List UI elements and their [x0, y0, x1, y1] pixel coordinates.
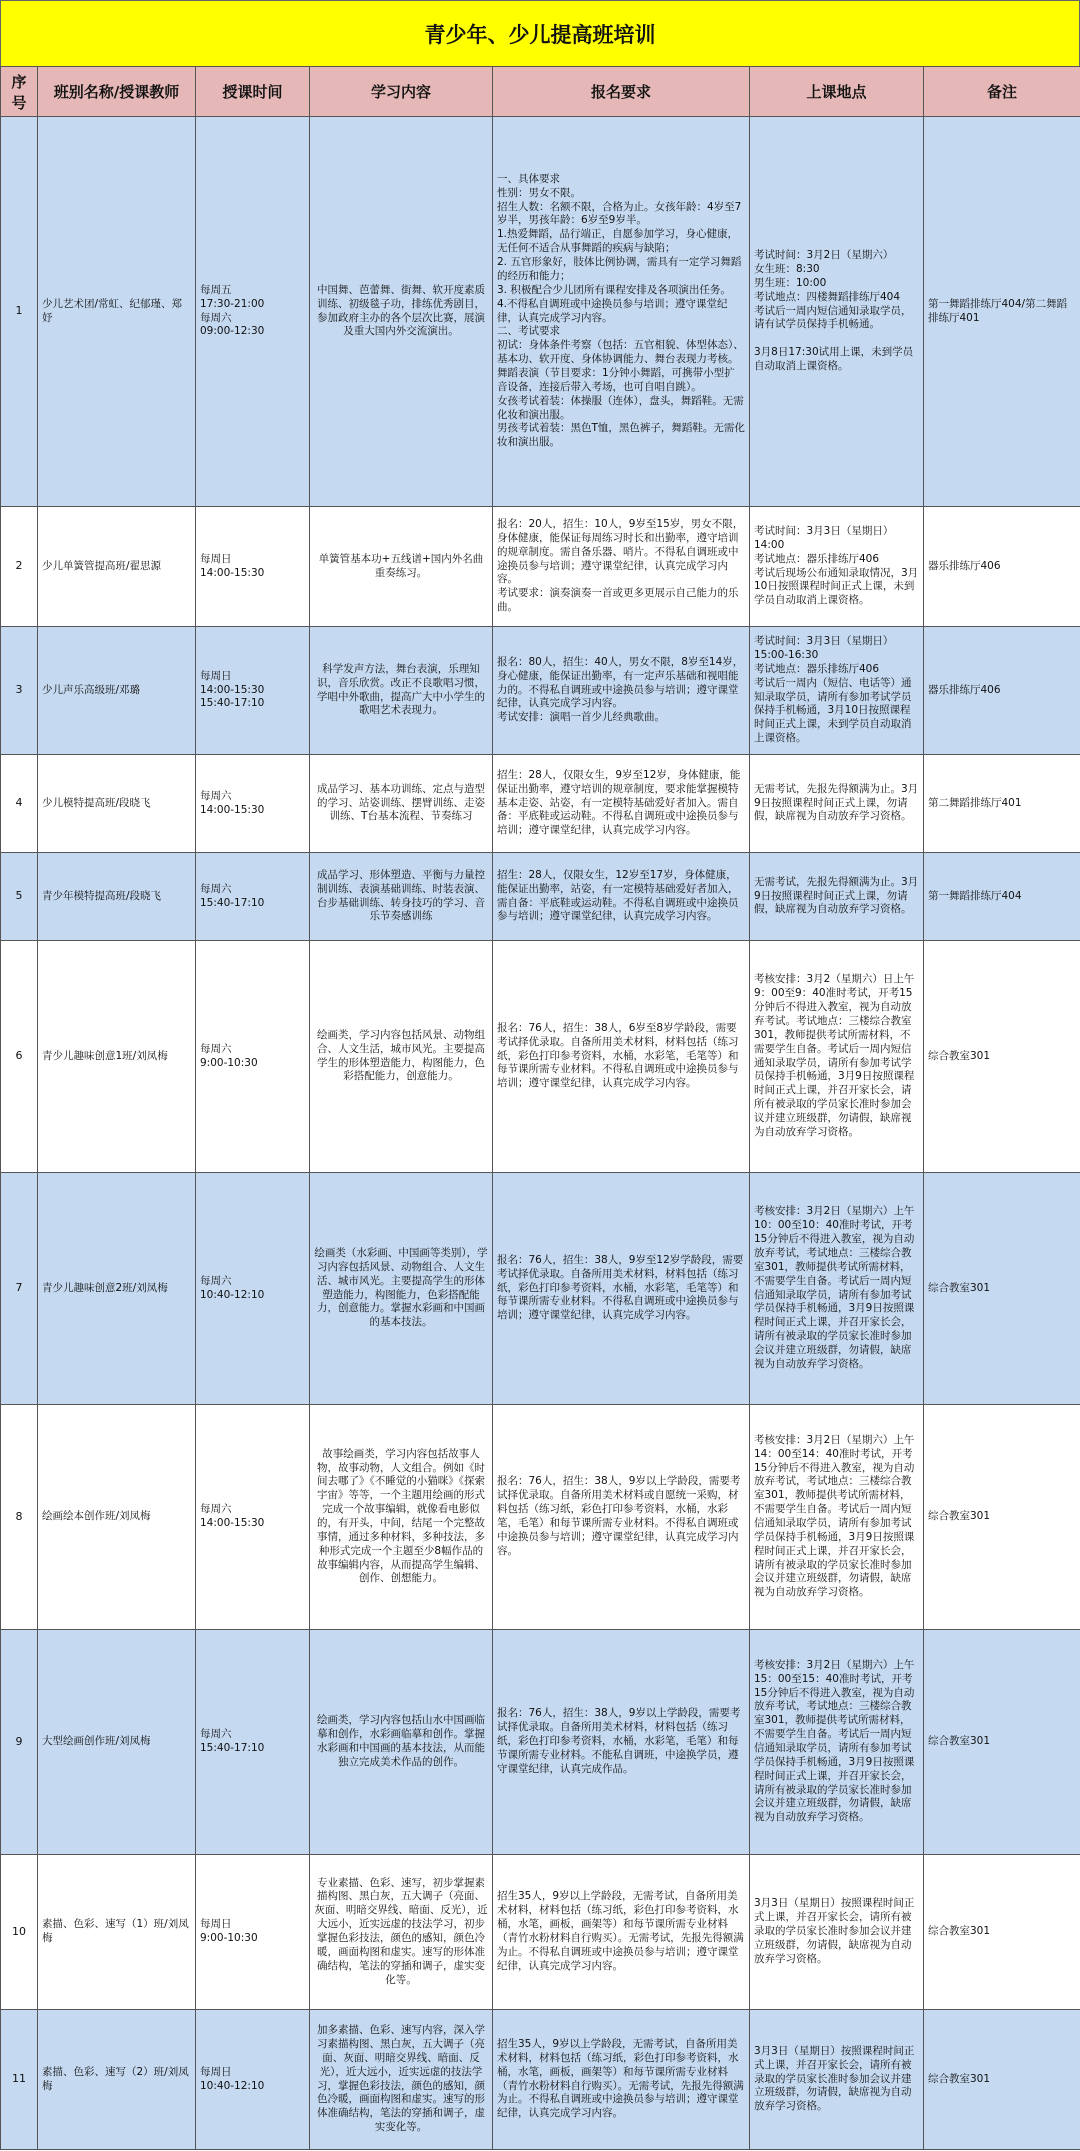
cell-time: 每周日 9:00-10:30 — [196, 1855, 310, 2010]
table-row — [1, 1405, 1080, 1630]
cell-requirements: 招生35人，9岁以上学龄段，无需考试，自备所用美术材料，材料包括（练习纸，彩色打印参考资料，水桶，水笔，画板，画架等）和每节课所需专业材料（青竹水粉材料自行购买）。无需考试，先报先得额满为止。不得私自调班或中途换员参与培训；遵守课堂纪律，认真完成学习内容。 — [493, 1855, 750, 2010]
table-row — [1, 507, 1080, 627]
cell-note: 综合教室301 — [924, 2010, 1080, 2150]
cell-class-teacher: 青少儿趣味创意1班/刘凤梅 — [38, 941, 196, 1173]
cell-requirements: 一、具体要求 性别：男女不限。 招生人数：名额不限，合格为止。女孩年龄：4岁至7岁半，男孩年龄：6岁至9岁半。 1.热爱舞蹈，品行端正，自愿参加学习，身心健康，无任何不适合从事舞蹈的疾病与缺陷； 2. 五官形象好，肢体比例协调，需具有一定学习舞蹈的经历和能力； 3. 积极配合少儿团所有课程安排及各项演出任务。 4.不得私自调班或中途换员参与培训；遵守课堂纪律，认真完成学习内容。 二、考试要求 初试：身体条件考察（包括：五官相貌、体型体态）、基本功、软开度、身体协调能力、舞台表现力考核。 舞蹈表演（节目要求：1分钟小舞蹈，可携带小型扩音设备，连接后带入考场，也可自唱自跳）。 女孩考试着装：体操服（连体），盘头，舞蹈鞋。无需化妆和演出服。 男孩考试着装：黑色T恤，黑色裤子，舞蹈鞋。无需化妆和演出服。 — [493, 117, 750, 507]
cell-note: 器乐排练厅406 — [924, 507, 1080, 627]
cell-no: 1 — [1, 117, 38, 507]
table-row — [1, 1630, 1080, 1855]
cell-no: 5 — [1, 853, 38, 941]
cell-time: 每周五 17:30-21:00 每周六 09:00-12:30 — [196, 117, 310, 507]
cell-location: 3月3日（星期日）按照课程时间正式上课，并召开家长会，请所有被录取的学员家长准时参加会议并建立班级群，勿请假，缺席视为自动放弃学习资格。 — [750, 1855, 924, 2010]
cell-time: 每周六 10:40-12:10 — [196, 1173, 310, 1405]
cell-no: 11 — [1, 2010, 38, 2150]
table-row — [1, 1855, 1080, 2010]
header-location: 上课地点 — [750, 67, 924, 117]
header-requirements: 报名要求 — [493, 67, 750, 117]
cell-time: 每周六 14:00-15:30 — [196, 755, 310, 853]
cell-class-teacher: 少儿模特提高班/段晓飞 — [38, 755, 196, 853]
cell-content: 单簧管基本功+五线谱+国内外名曲重奏练习。 — [310, 507, 493, 627]
cell-content: 绘画类（水彩画、中国画等类别），学习内容包括风景、动物组合、人文生活、城市风光。主要提高学生的形体塑造能力，构图能力，色彩搭配能力，创意能力。掌握水彩画和中国画的基本技法。 — [310, 1173, 493, 1405]
cell-note: 综合教室301 — [924, 1173, 1080, 1405]
cell-class-teacher: 少儿单簧管提高班/翟思源 — [38, 507, 196, 627]
cell-note: 第一舞蹈排练厅404/第二舞蹈排练厅401 — [924, 117, 1080, 507]
header-content: 学习内容 — [310, 67, 493, 117]
cell-location: 3月3日（星期日）按照课程时间正式上课，并召开家长会，请所有被录取的学员家长准时参加会议并建立班级群，勿请假，缺席视为自动放弃学习资格。 — [750, 2010, 924, 2150]
table-row — [1, 1173, 1080, 1405]
cell-time: 每周六 9:00-10:30 — [196, 941, 310, 1173]
cell-requirements: 报名：76人，招生：38人，6岁至8岁学龄段，需要考试择优录取。自备所用美术材料，材料包括（练习纸，彩色打印参考资料，水桶，水彩笔，毛笔等）和每节课所需专业材料。不得私自调班或中途换员参与培训；遵守课堂纪律，认真完成学习内容。 — [493, 941, 750, 1173]
cell-content: 绘画类，学习内容包括山水中国画临摹和创作，水彩画临摹和创作。掌握水彩画和中国画的基本技法，从而能独立完成美术作品的创作。 — [310, 1630, 493, 1855]
cell-requirements: 报名：76人，招生：38人，9岁以上学龄段，需要考试择优录取。自备所用美术材料或自愿统一采购，材料包括（练习纸，彩色打印参考资料，水桶，水彩笔，毛笔）和每节课所需专业材料。不得私自调班或中途换员参与培训；遵守课堂纪律，认真完成学习内容。 — [493, 1405, 750, 1630]
cell-class-teacher: 青少儿趣味创意2班/刘凤梅 — [38, 1173, 196, 1405]
cell-note: 综合教室301 — [924, 941, 1080, 1173]
cell-requirements: 报名：80人，招生：40人，男女不限，8岁至14岁，身心健康，能保证出勤率，有一定声乐基础和视唱能力的。不得私自调班或中途换员参与培训；遵守课堂纪律，认真完成学习内容。 考试安排：演唱一首少儿经典歌曲。 — [493, 627, 750, 755]
cell-time: 每周日 14:00-15:30 — [196, 507, 310, 627]
cell-no: 2 — [1, 507, 38, 627]
cell-no: 9 — [1, 1630, 38, 1855]
cell-no: 8 — [1, 1405, 38, 1630]
cell-class-teacher: 青少年模特提高班/段晓飞 — [38, 853, 196, 941]
cell-class-teacher: 少儿声乐高级班/邓璐 — [38, 627, 196, 755]
cell-note: 器乐排练厅406 — [924, 627, 1080, 755]
table-row — [1, 627, 1080, 755]
cell-note: 第一舞蹈排练厅404 — [924, 853, 1080, 941]
cell-location: 考试时间：3月3日（星期日） 14:00 考试地点：器乐排练厅406 考试后现场公布通知录取情况，3月10日按照课程时间正式上课，未到学员自动取消上课资格。 — [750, 507, 924, 627]
cell-content: 中国舞、芭蕾舞、街舞、软开度素质训练、初级毯子功，排练优秀剧目，参加政府主办的各个层次比赛，展演及重大国内外交流演出。 — [310, 117, 493, 507]
cell-class-teacher: 大型绘画创作班/刘凤梅 — [38, 1630, 196, 1855]
cell-class-teacher: 少儿艺术团/常虹、纪郁瑾、郑妤 — [38, 117, 196, 507]
sheet-title: 青少年、少儿提高班培训 — [0, 0, 1080, 68]
cell-note: 综合教室301 — [924, 1405, 1080, 1630]
table-row — [1, 755, 1080, 853]
cell-time: 每周六 15:40-17:10 — [196, 1630, 310, 1855]
cell-requirements: 招生：28人，仅限女生，9岁至12岁，身体健康，能保证出勤率，遵守培训的规章制度，要求能掌握模特基本走姿、站姿，有一定模特基础爱好者加入。需自备：平底鞋或运动鞋。不得私自调班或中途换员参与培训；遵守课堂纪律，认真完成学习内容。 — [493, 755, 750, 853]
cell-location: 无需考试，先报先得额满为止。3月9日按照课程时间正式上课，勿请假，缺席视为自动放弃学习资格。 — [750, 853, 924, 941]
cell-class-teacher: 素描、色彩、速写（2）班/刘凤梅 — [38, 2010, 196, 2150]
cell-requirements: 报名：76人，招生：38人，9岁以上学龄段，需要考试择优录取。自备所用美术材料，材料包括（练习纸，彩色打印参考资料，水桶，水彩笔，毛笔）和每节课所需专业材料。不能私自调班，中途换学员，遵守课堂纪律，认真完成作品。 — [493, 1630, 750, 1855]
cell-location: 无需考试，先报先得额满为止。3月9日按照课程时间正式上课，勿请假，缺席视为自动放弃学习资格。 — [750, 755, 924, 853]
cell-note: 综合教室301 — [924, 1855, 1080, 2010]
cell-requirements: 招生35人，9岁以上学龄段，无需考试，自备所用美术材料，材料包括（练习纸，彩色打印参考资料，水桶，水笔，画板，画架等）和每节课所需专业材料（青竹水粉材料自行购买）。无需考试，先报先得额满为止。不得私自调班或中途换员参与培训；遵守课堂纪律，认真完成学习内容。 — [493, 2010, 750, 2150]
cell-time: 每周六 14:00-15:30 — [196, 1405, 310, 1630]
cell-no: 6 — [1, 941, 38, 1173]
cell-location: 考核安排：3月2日（星期六）上午10：00至10：40准时考试，开考15分钟后不得进入教室，视为自动放弃考试，考试地点：三楼综合教室301，教师提供考试所需材料，不需要学生自备。考试后一周内短信通知录取学员，请所有参加考试学员保持手机畅通，3月9日按照课程时间正式上课，并召开家长会，请所有被录取的学员家长准时参加会议并建立班级群，勿请假，缺席视为自动放弃学习资格。 — [750, 1173, 924, 1405]
cell-time: 每周日 14:00-15:30 15:40-17:10 — [196, 627, 310, 755]
cell-content: 成品学习、基本功训练、定点与造型的学习、站姿训练、摆臂训练、走姿训练、T台基本流程、节奏练习 — [310, 755, 493, 853]
cell-location: 考试时间：3月3日（星期日） 15:00-16:30 考试地点：器乐排练厅406 考试后一周内（短信、电话等）通知录取学员，请所有参加考试学员保持手机畅通，3月10日按照课程时间正式上课，未到学员自动取消上课资格。 — [750, 627, 924, 755]
cell-time: 每周六 15:40-17:10 — [196, 853, 310, 941]
table-row — [1, 2010, 1080, 2150]
cell-requirements: 报名：76人，招生：38人，9岁至12岁学龄段，需要考试择优录取。自备所用美术材料，材料包括（练习纸，彩色打印参考资料，水桶，水彩笔，毛笔等）和每节课所需专业材料。不得私自调班或中途换员参与培训；遵守课堂纪律，认真完成学习内容。 — [493, 1173, 750, 1405]
cell-requirements: 招生：28人，仅限女生，12岁至17岁，身体健康，能保证出勤率，站姿，有一定模特基础爱好者加入，需自备：平底鞋或运动鞋。不得私自调班或中途换员参与培训；遵守课堂纪律，认真完成学习内容。 — [493, 853, 750, 941]
cell-content: 故事绘画类，学习内容包括故事人物，故事动物，人文组合。例如《时间去哪了》《不睡觉的小猫咪》《探索宇宙》等等，一个主题用绘画的形式完成一个故事编辑，就像看电影似的，有开头，中间，结尾一个完整故事情，通过多种材料，多种技法，多种形式完成一个主题至少8幅作品的故事编辑内容，从而提高学生编辑、创作、创想能力。 — [310, 1405, 493, 1630]
cell-location: 考核安排：3月2日（星期六）上午15：00至15：40准时考试，开考15分钟后不得进入教室，视为自动放弃考试，考试地点：三楼综合教室301，教师提供考试所需材料，不需要学生自备。考试后一周内短信通知录取学员，请所有参加考试学员保持手机畅通，3月9日按照课程时间正式上课，并召开家长会，请所有被录取的学员家长准时参加会议并建立班级群，勿请假，缺席视为自动放弃学习资格。 — [750, 1630, 924, 1855]
header-note: 备注 — [924, 67, 1080, 117]
cell-note: 综合教室301 — [924, 1630, 1080, 1855]
table-row — [1, 117, 1080, 507]
cell-content: 成品学习、形体塑造、平衡与力量控制训练、表演基础训练、时装表演、台步基础训练、转身技巧的学习、音乐节奏感训练 — [310, 853, 493, 941]
cell-requirements: 报名：20人，招生：10人，9岁至15岁，男女不限，身体健康，能保证每周练习时长和出勤率，遵守培训的规章制度。需自备乐器、哨片。不得私自调班或中途换员参与培训；遵守课堂纪律，认真完成学习内容。 考试要求：演奏演奏一首或更多更展示自己能力的乐曲。 — [493, 507, 750, 627]
cell-location: 考核安排：3月2日（星期六）上午14：00至14：40准时考试，开考15分钟后不得进入教室，视为自动放弃考试，考试地点：三楼综合教室301，教师提供考试所需材料，不需要学生自备。考试后一周内短信通知录取学员，请所有参加考试学员保持手机畅通，3月9日按照课程时间正式上课，并召开家长会，请所有被录取的学员家长准时参加会议并建立班级群，勿请假，缺席视为自动放弃学习资格。 — [750, 1405, 924, 1630]
cell-content: 绘画类，学习内容包括风景、动物组合、人文生活，城市风光。主要提高学生的形体塑造能力，构图能力，色彩搭配能力，创意能力。 — [310, 941, 493, 1173]
cell-no: 10 — [1, 1855, 38, 2010]
cell-no: 4 — [1, 755, 38, 853]
cell-location: 考核安排：3月2（星期六）日上午9：00至9：40准时考试，开考15分钟后不得进入教室，视为自动放弃考试。考试地点：三楼综合教室301，教师提供考试所需材料，不需要学生自备。考试后一周内短信通知录取学员，请所有参加考试学员保持手机畅通，3月9日按照课程时间正式上课，并召开家长会，请所有被录取的学员家长准时参加会议并建立班级群，勿请假，缺席视为自动放弃学习资格。 — [750, 941, 924, 1173]
header-no: 序号 — [1, 67, 38, 117]
cell-content: 科学发声方法，舞台表演，乐理知识，音乐欣赏。改正不良歌唱习惯，学唱中外歌曲，提高广大中小学生的歌唱艺术表现力。 — [310, 627, 493, 755]
header-time: 授课时间 — [196, 67, 310, 117]
course-table — [0, 66, 1080, 2150]
cell-class-teacher: 绘画绘本创作班/刘凤梅 — [38, 1405, 196, 1630]
cell-location: 考试时间：3月2日（星期六） 女生班：8:30 男生班：10:00 考试地点：四楼舞蹈排练厅404 考试后一周内短信通知录取学员，请有试学员保持手机畅通。 3月8日17:30试用上课，未到学员自动取消上课资格。 — [750, 117, 924, 507]
cell-no: 3 — [1, 627, 38, 755]
cell-note: 第二舞蹈排练厅401 — [924, 755, 1080, 853]
cell-no: 7 — [1, 1173, 38, 1405]
cell-time: 每周日 10:40-12:10 — [196, 2010, 310, 2150]
table-row — [1, 853, 1080, 941]
cell-content: 加多素描、色彩、速写内容，深入学习素描构图、黑白灰，五大调子（亮面、灰面、明暗交界线、暗面、反光），近大远小，近实远虚的技法学习，掌握色彩技法，颜色的感知，颜色冷暖，画面构图和虚实。速写的形体准确结构，笔法的穿插和调子，虚实变化等。 — [310, 2010, 493, 2150]
header-class-teacher: 班别名称/授课教师 — [38, 67, 196, 117]
header-row — [1, 67, 1080, 117]
cell-content: 专业素描、色彩、速写，初步掌握素描构图、黑白灰，五大调子（亮面、灰面、明暗交界线、暗面、反光），近大远小，近实远虚的技法学习，初步掌握色彩技法，颜色的感知，颜色冷暖，画面构图和虚实。速写的形体准确结构，笔法的穿插和调子，虚实变化等。 — [310, 1855, 493, 2010]
table-row — [1, 941, 1080, 1173]
cell-class-teacher: 素描、色彩、速写（1）班/刘凤梅 — [38, 1855, 196, 2010]
